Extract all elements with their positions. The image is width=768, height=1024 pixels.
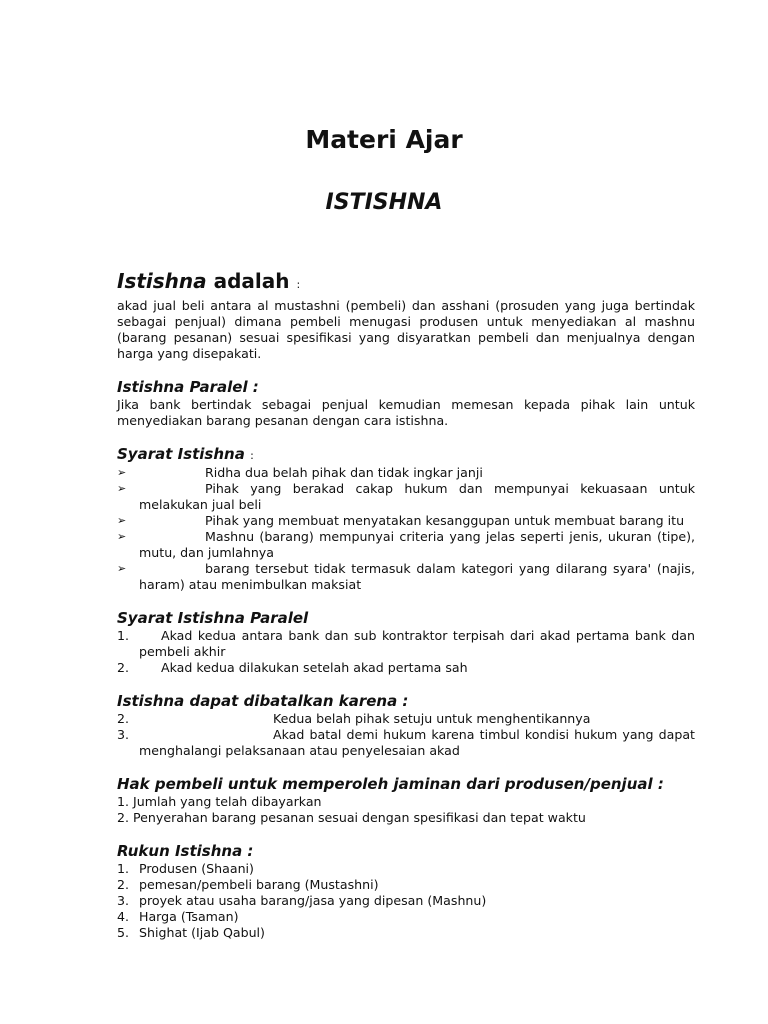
list-item bbox=[117, 727, 695, 759]
list-item bbox=[117, 711, 695, 727]
syarat-heading bbox=[117, 445, 695, 465]
list-number: 4. bbox=[117, 909, 130, 924]
definition-term: Istishna bbox=[117, 269, 207, 293]
definition-text: akad jual beli antara al mustashni (pembeli) dan asshani (prosuden yang juga bertindak sebagai penjual) dimana pembeli menugasi produsen untuk menyediakan al mashnu (barang pesanan) sesuai spesifikasi yang disyaratkan pembeli dan menjualnya dengan harga yang disepakati. bbox=[117, 298, 695, 361]
document-body bbox=[117, 268, 695, 941]
list-item bbox=[117, 893, 695, 909]
list-item-text: Pihak yang membuat menyatakan kesanggupan untuk membuat barang itu bbox=[205, 513, 685, 528]
syarat-paralel-heading: Syarat Istishna Paralel bbox=[117, 609, 309, 627]
list-item bbox=[117, 660, 695, 676]
list-item bbox=[117, 861, 695, 877]
list-number: 3. bbox=[117, 893, 130, 908]
list-item-text: Mashnu (barang) mempunyai criteria yang jelas seperti jenis, ukuran (tipe), mutu, dan jumlahnya bbox=[139, 529, 695, 560]
syarat-paralel-list bbox=[117, 628, 695, 676]
rukun-list bbox=[117, 861, 695, 941]
page-subtitle: ISTISHNA bbox=[325, 190, 443, 215]
batal-heading: Istishna dapat dibatalkan karena : bbox=[117, 692, 409, 710]
list-number: 2. bbox=[117, 711, 130, 726]
paralel-text: Jika bank bertindak sebagai penjual kemudian memesan kepada pihak lain untuk menyediakan barang pesanan dengan cara istishna. bbox=[117, 397, 695, 428]
list-item-text: proyek atau usaha barang/jasa yang dipesan (Mashnu) bbox=[139, 893, 487, 908]
hak-heading: Hak pembeli untuk memperoleh jaminan dari produsen/penjual : bbox=[117, 775, 664, 793]
arrow-bullet-icon: ➢ bbox=[117, 514, 127, 527]
list-number: 1. bbox=[117, 628, 130, 643]
arrow-bullet-icon: ➢ bbox=[117, 466, 127, 479]
list-item-text: Akad kedua antara bank dan sub kontraktor terpisah dari akad pertama bank dan pembeli akhir bbox=[139, 628, 695, 659]
hak-list bbox=[117, 794, 695, 826]
definition-heading bbox=[117, 268, 695, 298]
syarat-heading-colon: : bbox=[250, 449, 254, 462]
syarat-list bbox=[117, 465, 695, 593]
batal-list bbox=[117, 711, 695, 759]
page-title: Materi Ajar bbox=[305, 125, 463, 154]
list-item-text: Produsen (Shaani) bbox=[139, 861, 254, 876]
list-number: 1. bbox=[117, 861, 130, 876]
list-item bbox=[117, 877, 695, 893]
list-item bbox=[117, 561, 695, 593]
list-item-text: Akad kedua dilakukan setelah akad pertama sah bbox=[161, 660, 468, 675]
list-item-text: Akad batal demi hukum karena timbul kondisi hukum yang dapat menghalangi pelaksanaan atau penyelesaian akad bbox=[139, 727, 695, 758]
list-item bbox=[117, 481, 695, 513]
list-item bbox=[117, 925, 695, 941]
definition-word: adalah bbox=[213, 269, 290, 293]
list-item bbox=[117, 529, 695, 561]
list-item-text: Kedua belah pihak setuju untuk menghentikannya bbox=[273, 711, 591, 726]
list-item-text: Shighat (Ijab Qabul) bbox=[139, 925, 265, 940]
list-item-text: Ridha dua belah pihak dan tidak ingkar janji bbox=[205, 465, 483, 480]
list-item: 2. Penyerahan barang pesanan sesuai dengan spesifikasi dan tepat waktu bbox=[117, 810, 586, 825]
list-item: 1. Jumlah yang telah dibayarkan bbox=[117, 794, 322, 809]
list-number: 3. bbox=[117, 727, 130, 742]
rukun-heading: Rukun Istishna : bbox=[117, 842, 254, 860]
list-item-text: Pihak yang berakad cakap hukum dan mempunyai kekuasaan untuk melakukan jual beli bbox=[139, 481, 695, 512]
paralel-heading: Istishna Paralel : bbox=[117, 378, 259, 396]
list-item bbox=[117, 628, 695, 660]
list-number: 2. bbox=[117, 660, 130, 675]
list-item bbox=[117, 909, 695, 925]
syarat-heading-text: Syarat Istishna bbox=[117, 445, 245, 463]
arrow-bullet-icon: ➢ bbox=[117, 530, 127, 543]
definition-colon: : bbox=[296, 278, 301, 291]
list-item-text: Harga (Tsaman) bbox=[139, 909, 239, 924]
list-item bbox=[117, 465, 695, 481]
list-item-text: barang tersebut tidak termasuk dalam kategori yang dilarang syara' (najis, haram) atau menimbulkan maksiat bbox=[139, 561, 695, 592]
arrow-bullet-icon: ➢ bbox=[117, 482, 127, 495]
list-item-text: pemesan/pembeli barang (Mustashni) bbox=[139, 877, 379, 892]
list-item bbox=[117, 513, 695, 529]
list-number: 2. bbox=[117, 877, 130, 892]
list-number: 5. bbox=[117, 925, 130, 940]
arrow-bullet-icon: ➢ bbox=[117, 562, 127, 575]
